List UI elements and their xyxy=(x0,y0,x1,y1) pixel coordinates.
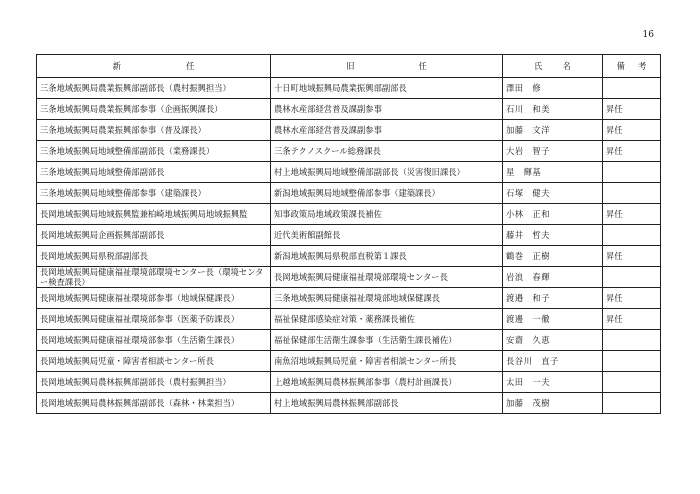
new-position-cell: 長岡地域振興局地域振興監兼柏崎地域振興局地域振興監 xyxy=(37,204,271,225)
table-row xyxy=(37,162,661,183)
remark-cell xyxy=(603,267,661,288)
old-position-cell: 福祉保健部感染症対策・薬務課長補佐 xyxy=(271,309,503,330)
new-position-cell: 三条地域振興局農業振興部参事（企画振興課長） xyxy=(37,99,271,120)
remark-cell: 昇任 xyxy=(603,99,661,120)
old-position-cell: 村上地域振興局地域整備部副部長（災害復旧課長） xyxy=(271,162,503,183)
old-position-cell: 上越地域振興局農林振興部参事（農村計画課長） xyxy=(271,372,503,393)
header-remarks: 備 考 xyxy=(603,55,661,78)
name-cell: 澤田 修 xyxy=(503,78,603,99)
table-row xyxy=(37,393,661,414)
remark-cell: 昇任 xyxy=(603,120,661,141)
table-row xyxy=(37,204,661,225)
name-cell: 加藤 文洋 xyxy=(503,120,603,141)
remark-cell: 昇任 xyxy=(603,288,661,309)
name-cell: 石塚 健夫 xyxy=(503,183,603,204)
header-old-position: 旧 任 xyxy=(271,55,503,78)
new-position-cell: 三条地域振興局地域整備部副部長 xyxy=(37,162,271,183)
remark-cell xyxy=(603,183,661,204)
old-position-cell: 三条テクノスクール総務課長 xyxy=(271,141,503,162)
new-position-cell: 三条地域振興局農業振興部参事（普及課長） xyxy=(37,120,271,141)
name-cell: 星 輝基 xyxy=(503,162,603,183)
remark-cell xyxy=(603,78,661,99)
old-position-cell: 農林水産部経営普及課副参事 xyxy=(271,120,503,141)
name-cell: 安齋 久恵 xyxy=(503,330,603,351)
remark-cell xyxy=(603,225,661,246)
header-row xyxy=(37,55,661,78)
name-cell: 岩浪 春輝 xyxy=(503,267,603,288)
new-position-cell: 長岡地域振興局農林振興部副部長（農村振興担当） xyxy=(37,372,271,393)
new-position-cell: 三条地域振興局地域整備部副部長（業務課長） xyxy=(37,141,271,162)
table-row xyxy=(37,330,661,351)
table-row xyxy=(37,288,661,309)
new-position-cell: 長岡地域振興局県税部副部長 xyxy=(37,246,271,267)
name-cell: 石川 和美 xyxy=(503,99,603,120)
remark-cell xyxy=(603,162,661,183)
name-cell: 加藤 茂樹 xyxy=(503,393,603,414)
table-row xyxy=(37,99,661,120)
remark-cell: 昇任 xyxy=(603,204,661,225)
old-position-cell: 農林水産部経営普及課副参事 xyxy=(271,99,503,120)
table-row xyxy=(37,78,661,99)
remark-cell xyxy=(603,351,661,372)
new-position-cell: 長岡地域振興局農林振興部副部長（森林・林業担当） xyxy=(37,393,271,414)
table-row xyxy=(37,246,661,267)
old-position-cell: 新潟地域振興局県税部直税第１課長 xyxy=(271,246,503,267)
table-row xyxy=(37,183,661,204)
new-position-cell: 三条地域振興局農業振興部副部長（農村振興担当） xyxy=(37,78,271,99)
new-position-cell: 長岡地域振興局健康福祉環境部参事（生活衛生課長） xyxy=(37,330,271,351)
name-cell: 藤井 哲夫 xyxy=(503,225,603,246)
table-row xyxy=(37,120,661,141)
page-number: 16 xyxy=(642,30,654,40)
remark-cell: 昇任 xyxy=(603,246,661,267)
old-position-cell: 近代美術館副館長 xyxy=(271,225,503,246)
new-position-cell: 長岡地域振興局健康福祉環境部参事（医薬予防課長） xyxy=(37,309,271,330)
old-position-cell: 長岡地域振興局健康福祉環境部環境センター長 xyxy=(271,267,503,288)
old-position-cell: 知事政策局地域政策課長補佐 xyxy=(271,204,503,225)
remark-cell xyxy=(603,330,661,351)
new-position-cell: 長岡地域振興局企画振興部副部長 xyxy=(37,225,271,246)
name-cell: 長谷川 直子 xyxy=(503,351,603,372)
remark-cell: 昇任 xyxy=(603,141,661,162)
header-name: 氏 名 xyxy=(503,55,603,78)
new-position-cell: 長岡地域振興局健康福祉環境部環境センター長（環境センター検査課長） xyxy=(37,267,271,288)
table-row xyxy=(37,372,661,393)
name-cell: 渡邊 一徹 xyxy=(503,309,603,330)
old-position-cell: 新潟地域振興局地域整備部参事（建築課長） xyxy=(271,183,503,204)
name-cell: 小林 正和 xyxy=(503,204,603,225)
old-position-cell: 三条地域振興局健康福祉環境部地域保健課長 xyxy=(271,288,503,309)
new-position-cell: 長岡地域振興局健康福祉環境部参事（地域保健課長） xyxy=(37,288,271,309)
name-cell: 大岩 智子 xyxy=(503,141,603,162)
remark-cell: 昇任 xyxy=(603,309,661,330)
name-cell: 渡邉 和子 xyxy=(503,288,603,309)
new-position-cell: 三条地域振興局地域整備部参事（建築課長） xyxy=(37,183,271,204)
new-position-cell: 長岡地域振興局児童・障害者相談センター所長 xyxy=(37,351,271,372)
table-row xyxy=(37,351,661,372)
table-row xyxy=(37,141,661,162)
remark-cell xyxy=(603,393,661,414)
header-new-position: 新 任 xyxy=(37,55,271,78)
old-position-cell: 福祉保健部生活衛生課参事（生活衛生課長補佐） xyxy=(271,330,503,351)
old-position-cell: 村上地域振興局農林振興部副部長 xyxy=(271,393,503,414)
name-cell: 太田 一夫 xyxy=(503,372,603,393)
table-row xyxy=(37,267,661,288)
remark-cell xyxy=(603,372,661,393)
old-position-cell: 十日町地域振興局農業振興部副部長 xyxy=(271,78,503,99)
table-row xyxy=(37,225,661,246)
old-position-cell: 南魚沼地域振興局児童・障害者相談センター所長 xyxy=(271,351,503,372)
name-cell: 鶴巻 正樹 xyxy=(503,246,603,267)
personnel-table xyxy=(36,54,661,414)
table-row xyxy=(37,309,661,330)
